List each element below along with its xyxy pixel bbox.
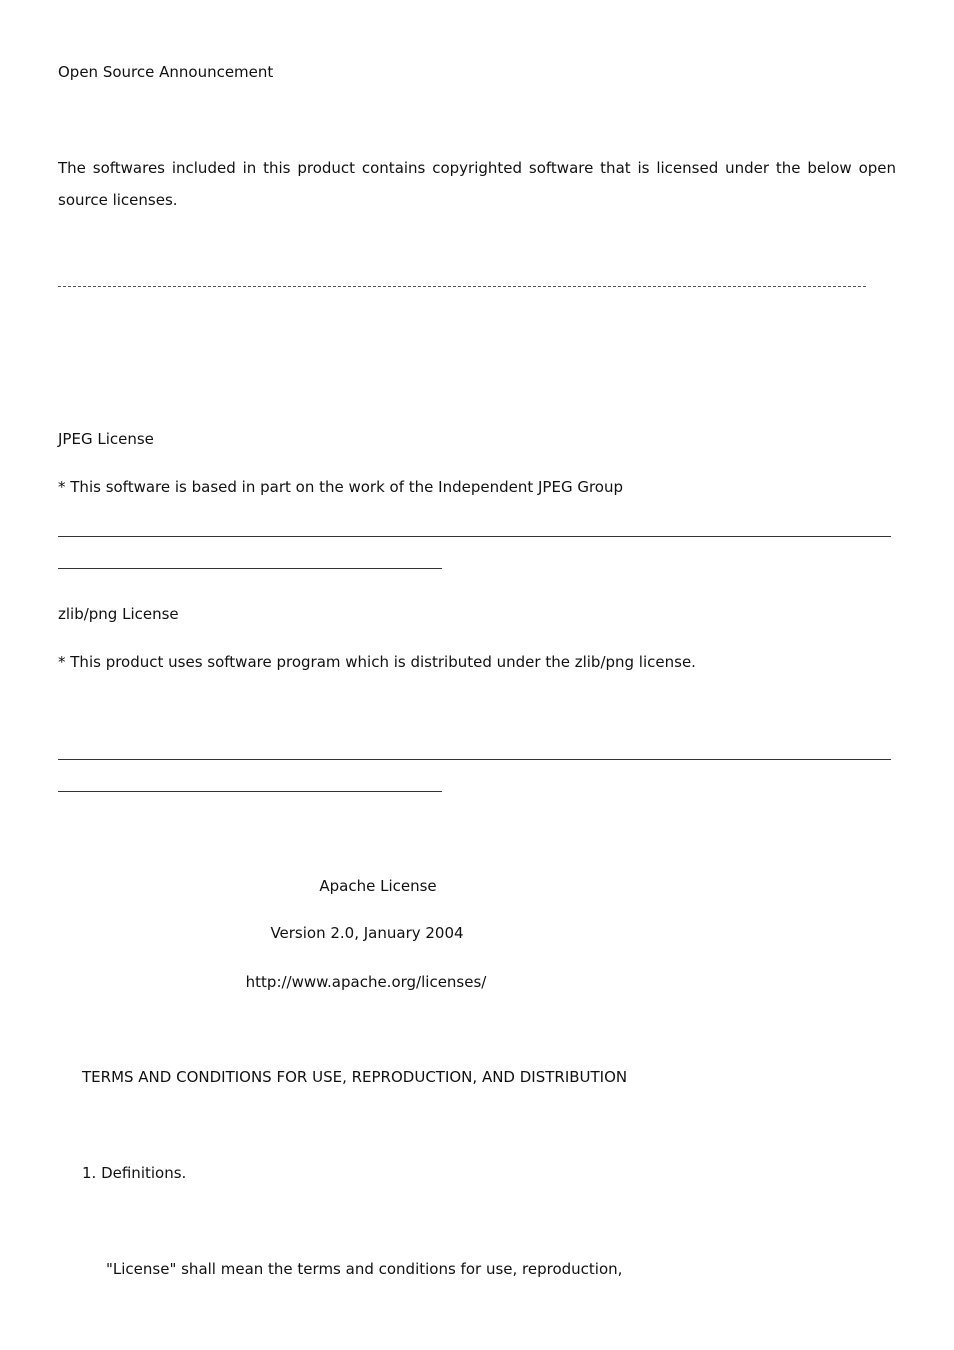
terms-heading: TERMS AND CONDITIONS FOR USE, REPRODUCTION, AND DISTRIBUTION [82,1068,628,1086]
jpeg-license-note: * This software is based in part on the work of the Independent JPEG Group [58,478,624,496]
apache-license-title: Apache License [319,877,437,895]
zlib-rule-long [58,759,891,760]
section-definitions: 1. Definitions. [82,1164,187,1182]
jpeg-license-title: JPEG License [58,430,154,448]
apache-license-url: http://www.apache.org/licenses/ [245,973,487,991]
dashed-separator [58,286,866,287]
intro-paragraph: The softwares included in this product contains copyrighted software that is licensed under the below open source licenses. [58,159,896,209]
jpeg-rule-short [58,568,442,569]
jpeg-rule-long [58,536,891,537]
license-definition: "License" shall mean the terms and conditions for use, reproduction, [106,1260,623,1278]
zlib-license-title: zlib/png License [58,605,179,623]
zlib-rule-short [58,791,442,792]
zlib-license-note: * This product uses software program which is distributed under the zlib/png license. [58,653,696,671]
apache-license-version: Version 2.0, January 2004 [270,924,464,942]
document-heading: Open Source Announcement [58,63,274,81]
